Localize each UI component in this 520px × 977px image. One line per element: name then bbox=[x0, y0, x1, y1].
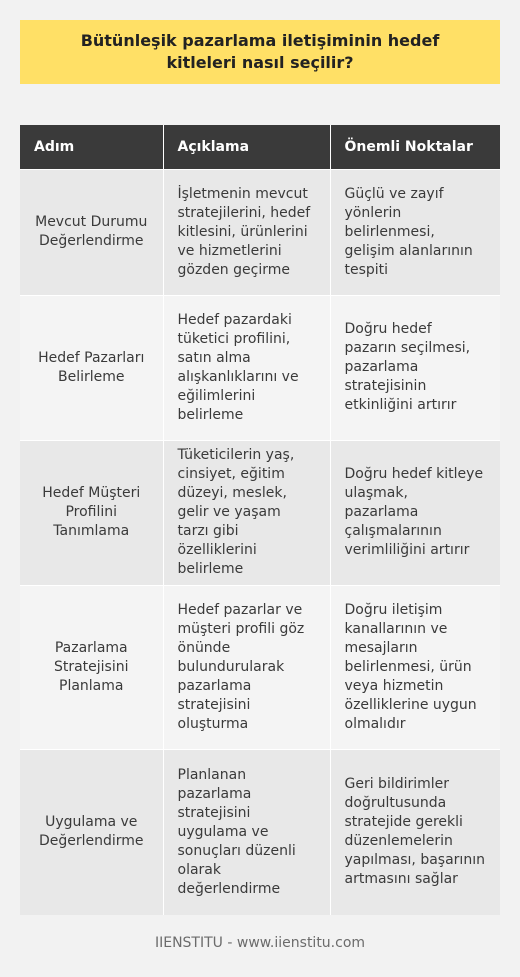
header-notes: Önemli Noktalar bbox=[330, 125, 500, 169]
description-cell: Hedef pazarlar ve müşteri profili göz önünde bulundurularak pazarlama stratejisini oluşturma bbox=[163, 585, 330, 749]
notes-cell: Güçlü ve zayıf yönlerin belirlenmesi, gelişim alanlarının tespiti bbox=[330, 169, 500, 295]
description-cell: Hedef pazardaki tüketici profilini, satın alma alışkanlıklarını ve eğilimlerini belirleme bbox=[163, 295, 330, 440]
footer-credit: IIENSTITU - www.iienstitu.com bbox=[154, 935, 366, 951]
header-step: Adım bbox=[20, 125, 163, 169]
notes-cell: Doğru hedef pazarın seçilmesi, pazarlama stratejisinin etkinliğini artırır bbox=[330, 295, 500, 440]
header-description: Açıklama bbox=[163, 125, 330, 169]
description-cell: İşletmenin mevcut stratejilerini, hedef kitlesini, ürünlerini ve hizmetlerini gözden geçirme bbox=[163, 169, 330, 295]
step-cell: Pazarlama Stratejisini Planlama bbox=[20, 585, 163, 749]
notes-cell: Doğru iletişim kanallarının ve mesajların belirlenmesi, ürün veya hizmetin özelliklerine uygun olmalıdır bbox=[330, 585, 500, 749]
description-cell: Tüketicilerin yaş, cinsiyet, eğitim düzeyi, meslek, gelir ve yaşam tarzı gibi özelliklerini belirleme bbox=[163, 440, 330, 585]
step-cell: Hedef Pazarları Belirleme bbox=[20, 295, 163, 440]
step-cell: Hedef Müşteri Profilini Tanımlama bbox=[20, 440, 163, 585]
steps-table bbox=[20, 125, 500, 915]
page-title: Bütünleşik pazarlama iletişiminin hedef kitleleri nasıl seçilir? bbox=[80, 31, 440, 72]
notes-cell: Doğru hedef kitleye ulaşmak, pazarlama çalışmalarının verimliliğini artırır bbox=[330, 440, 500, 585]
step-cell: Uygulama ve Değerlendirme bbox=[20, 749, 163, 915]
table-row bbox=[20, 749, 500, 915]
step-cell: Mevcut Durumu Değerlendirme bbox=[20, 169, 163, 295]
table-row bbox=[20, 169, 500, 295]
table-row bbox=[20, 440, 500, 585]
description-cell: Planlanan pazarlama stratejisini uygulama ve sonuçları düzenli olarak değerlendirme bbox=[163, 749, 330, 915]
table-row bbox=[20, 585, 500, 749]
table-header-row bbox=[20, 125, 500, 169]
title-banner bbox=[20, 20, 500, 84]
notes-cell: Geri bildirimler doğrultusunda stratejide gerekli düzenlemelerin yapılması, başarının artmasını sağlar bbox=[330, 749, 500, 915]
table-row bbox=[20, 295, 500, 440]
